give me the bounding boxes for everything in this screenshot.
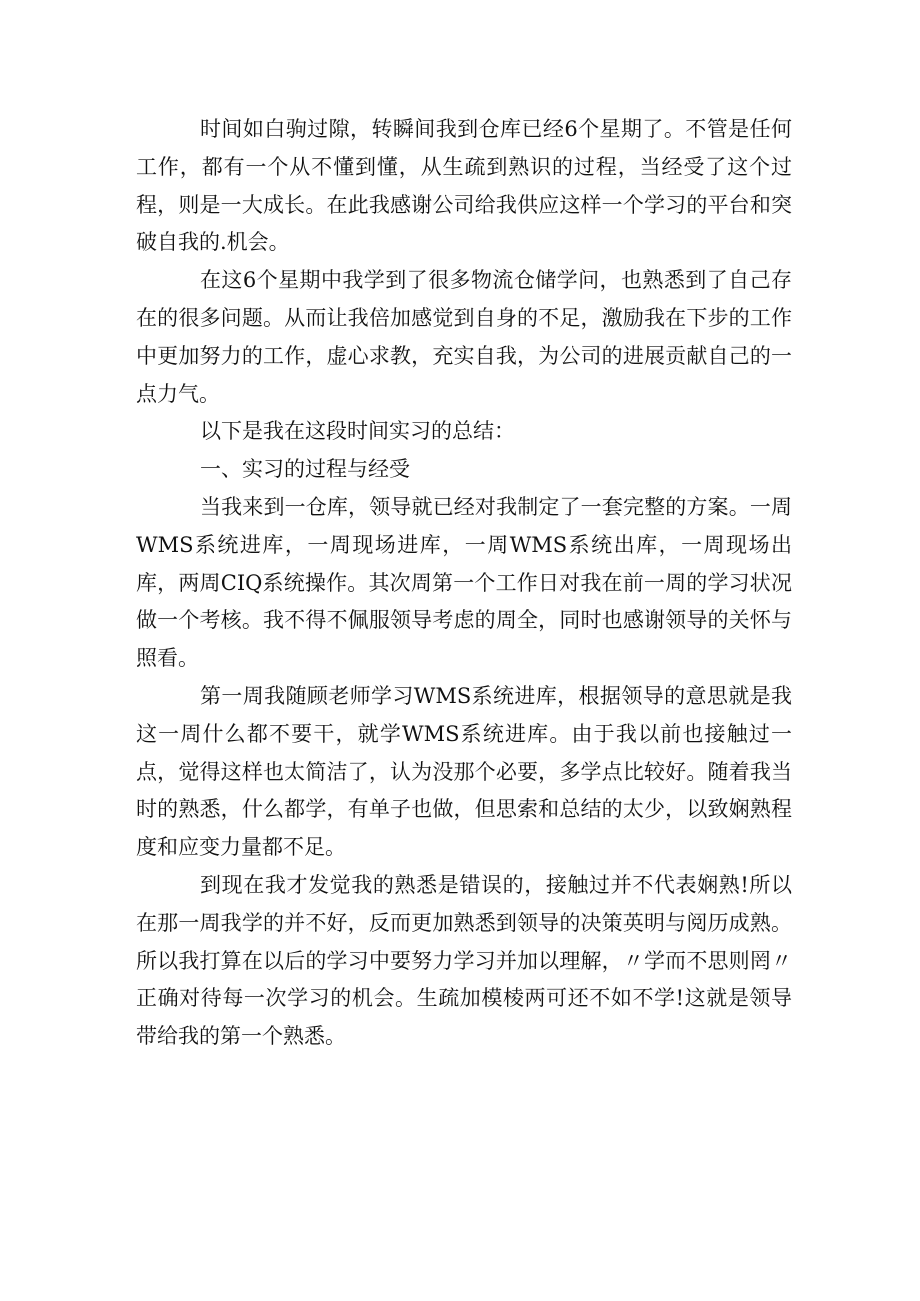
paragraph-plan: 当我来到一仓库，领导就已经对我制定了一套完整的方案。一周WMS系统进库，一周现场进库，一周WMS系统出库，一周现场出库，两周CIQ系统操作。其次周第一个工作日对我在前一周的学习状况做一个考核。我不得不佩服领导考虑的周全，同时也感谢领导的关怀与照看。 bbox=[136, 494, 792, 671]
paragraph-summary-lead: 以下是我在这段时间实习的总结： bbox=[200, 419, 515, 444]
paragraph-reflection: 到现在我才发觉我的熟悉是错误的，接触过并不代表娴熟!所以在那一周我学的并不好，反而更加熟悉到领导的决策英明与阅历成熟。所以我打算在以后的学习中要努力学习并加以理解，〃学而不思则罔〃正确对待每一次学习的机会。生疏加模棱两可还不如不学!这就是领导带给我的第一个熟悉。 bbox=[136, 872, 792, 1049]
paragraph-week-one: 第一周我随顾老师学习WMS系统进库，根据领导的意思就是我这一周什么都不要干，就学WMS系统进库。由于我以前也接触过一点，觉得这样也太简洁了，认为没那个必要，多学点比较好。随着我当时的熟悉，什么都学，有单子也做，但思索和总结的太少，以致娴熟程度和应变力量都不足。 bbox=[136, 683, 792, 860]
paragraph-intro: 时间如白驹过隙，转瞬间我到仓库已经6个星期了。不管是任何工作，都有一个从不懂到懂，从生疏到熟识的过程，当经受了这个过程，则是一大成长。在此我感谢公司给我供应这样一个学习的平台和突破自我的.机会。 bbox=[136, 117, 792, 255]
paragraph-learning: 在这6个星期中我学到了很多物流仓储学问，也熟悉到了自己存在的很多问题。从而让我倍加感觉到自身的不足，激励我在下步的工作中更加努力的工作，虚心求教，充实自我，为公司的进展贡献自己的一点力气。 bbox=[136, 268, 792, 406]
section-heading-1: 一、实习的过程与经受 bbox=[200, 457, 410, 482]
document-body bbox=[136, 111, 792, 1056]
